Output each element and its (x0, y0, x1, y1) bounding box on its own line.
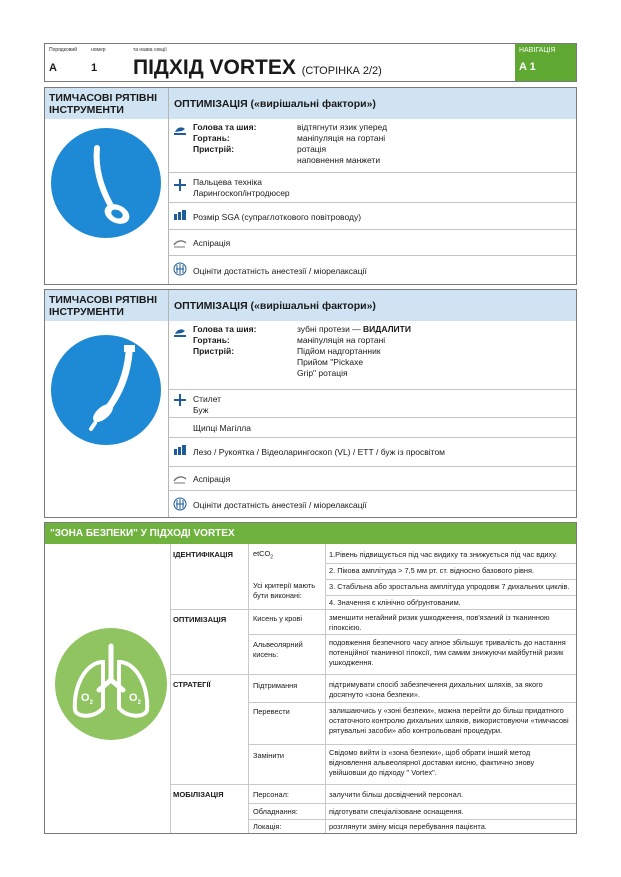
larynx-label: Гортань: (193, 133, 230, 143)
section-sga-left-title-1: ТИМЧАСОВІ РЯТІВНІ (49, 92, 158, 104)
suction-row (169, 466, 576, 491)
page-title: ПІДХІД VORTEX (СТОРІНКА 2/2) (133, 56, 382, 79)
location-text: розглянути зміну місця перебування пацієнта. (329, 822, 487, 831)
head-neck-label: Голова та шия: (193, 324, 257, 334)
device-value-3: Grip" ротація (297, 368, 348, 378)
sga-size-row (169, 202, 576, 230)
head-tilt-icon (173, 325, 187, 339)
staff-text: залучити більш досвідчений персонал. (329, 790, 464, 799)
suction-row (169, 229, 576, 256)
suction-icon (173, 472, 187, 486)
identification-label: ІДЕНТИФІКАЦІЯ (173, 550, 233, 559)
blood-oxygen-label: Кисень у крові (253, 614, 302, 623)
sga-optimization-row (169, 119, 576, 172)
replace-label: Замінити (253, 751, 285, 760)
number-label: номер (91, 47, 106, 53)
transfer-text: залишаючись у «зоні безпеки», можна перейти до більш придатного остаточного контролю дихальних шляхів, використовуючи «тимчасові рятувальні засоби» або контрольовані процедури. (329, 706, 569, 735)
plus-tool-icon (173, 178, 187, 192)
head-tilt-icon (173, 123, 187, 137)
equipment-text: підготувати спеціалізоване оснащення. (329, 807, 464, 816)
lungs-icon (55, 628, 167, 740)
order-value: A (49, 62, 57, 74)
maintain-text: підтримувати спосіб забезпечення дихальних шляхів, за якого досягнуто «зона безпеки». (329, 680, 543, 699)
syringe-icon (173, 497, 187, 511)
mobilization-label: МОБІЛІЗАЦІЯ (173, 790, 224, 799)
etco2-label: etCO$_2$ (253, 549, 274, 561)
page-subtitle: (СТОРІНКА 2/2) (301, 65, 382, 77)
blood-oxygen-text: зменшити негайний ризик ушкодження, пов'язаний із тканинною гіпоксією. (329, 613, 550, 632)
id-item-4: 4. Значення є клінічно обґрунтованим. (329, 598, 461, 607)
section-sga (44, 87, 577, 285)
staff-label: Персонал: (253, 790, 289, 799)
location-label: Локація: (253, 822, 282, 831)
optimization-label: ОПТИМІЗАЦІЯ (173, 615, 227, 624)
section-ett-left-title-1: ТИМЧАСОВІ РЯТІВНІ (49, 294, 158, 306)
larynx-label: Гортань: (193, 335, 230, 345)
navigation-label: НАВІГАЦІЯ (519, 47, 556, 54)
finger-technique-text: Пальцева техніка (193, 177, 263, 187)
id-item-3: 3. Стабільна або зростальна амплітуда упродовж 7 дихальних циклів. (329, 582, 570, 591)
assess-text: Оцініти достатність анестезії / міорелаксації (193, 266, 367, 276)
section-sga-right-title: ОПТИМІЗАЦІЯ («вирішальні фактори») (174, 98, 376, 110)
head-neck-value: зубні протези — ВИДАЛИТИ (297, 324, 411, 334)
assess-row (169, 255, 576, 285)
navigation-value: A 1 (519, 61, 536, 73)
suction-text: Аспірація (193, 474, 231, 484)
section-ett-header (45, 290, 576, 321)
head-neck-label: Голова та шия: (193, 122, 257, 132)
suction-icon (173, 236, 187, 250)
suction-text: Аспірація (193, 238, 231, 248)
magill-text: Щипці Магілла (193, 423, 251, 433)
laryngoscope-introducer-text: Ларингоскоп/інтродюсер (193, 188, 290, 198)
device-label: Пристрій: (193, 144, 235, 154)
device-label: Пристрій: (193, 346, 235, 356)
green-zone-title: "ЗОНА БЕЗПЕКИ" У ПІДХОДІ VORTEX (50, 528, 235, 539)
section-sga-header (45, 88, 576, 119)
replace-text: Свідомо вийти із «зона безпеки», щоб обрати інший метод відновлення альвеолярної доставки кисню, фактично знову увійшовши до підходу " Vortex". (329, 748, 535, 777)
sga-device-icon (51, 128, 161, 238)
magill-row (169, 417, 576, 438)
order-label: Порядковий (49, 47, 77, 53)
navigation-box[interactable] (515, 44, 576, 81)
equipment-label: Обладнання: (253, 807, 298, 816)
o2-left-label: $O_2$ (81, 692, 93, 707)
id-item-1: 1.Рівень підвищується під час видиху та знижується під час вдиху. (329, 550, 558, 559)
green-zone-section (44, 522, 577, 834)
strategies-label: СТРАТЕГІЇ (173, 680, 211, 689)
section-sga-left-title-2: ІНСТРУМЕНТИ (49, 104, 124, 116)
larynx-value: маніпуляція на гортані (297, 133, 386, 143)
page-header (44, 43, 577, 82)
assess-row (169, 490, 576, 518)
id-item-2: 2. Пікова амплітуда > 7,5 мм рт. ст. відносно базового рівня. (329, 566, 535, 575)
assess-text: Оцініти достатність анестезії / міорелаксації (193, 500, 367, 510)
finger-technique-row (169, 172, 576, 203)
section-ett-left-title-2: ІНСТРУМЕНТИ (49, 306, 124, 318)
device-value-2: наповнення манжети (297, 155, 381, 165)
head-neck-value: відтягнути язик уперед (297, 122, 388, 132)
ett-optimization-row (169, 321, 576, 389)
section-label: та назва секції (133, 47, 167, 53)
o2-right-label: $O_2$ (129, 692, 141, 707)
bougie-text: Буж (193, 405, 209, 415)
syringe-icon (173, 262, 187, 276)
alveolar-oxygen-label: Альвеолярний кисень: (253, 640, 303, 659)
section-ett-right-title: ОПТИМІЗАЦІЯ («вирішальні фактори») (174, 300, 376, 312)
sga-size-text: Розмір SGA (супраглоткового повітроводу) (193, 212, 362, 222)
alveolar-oxygen-text: подовження безпечного часу апное збільшує тривалість до настання потенційної тканинної гіпоксії, тим самим знижуючи майбутній ризик ушкодження. (329, 638, 566, 667)
maintain-label: Підтримання (253, 681, 298, 690)
blade-row (169, 437, 576, 467)
criteria-label: Усі критерії мають бути виконані: (253, 581, 316, 600)
device-value-2: Прийом "Pickaxe (297, 357, 364, 367)
blade-size-icon (173, 444, 187, 458)
plus-tool-icon (173, 393, 187, 407)
device-value-1: ротація (297, 144, 327, 154)
blade-text: Лезо / Рукоятка / Відеоларингоскоп (VL) / ЕТТ / буж із просвітом (193, 447, 446, 457)
sga-size-icon (173, 209, 187, 223)
green-zone-header (45, 523, 576, 544)
number-value: 1 (91, 62, 98, 74)
transfer-label: Перевести (253, 707, 290, 716)
endotracheal-tube-icon (51, 335, 161, 445)
device-value-1: Підйом надгортанник (297, 346, 381, 356)
section-ett (44, 289, 577, 518)
larynx-value: маніпуляція на гортані (297, 335, 386, 345)
stylet-text: Стилет (193, 394, 222, 404)
stylet-row (169, 389, 576, 418)
